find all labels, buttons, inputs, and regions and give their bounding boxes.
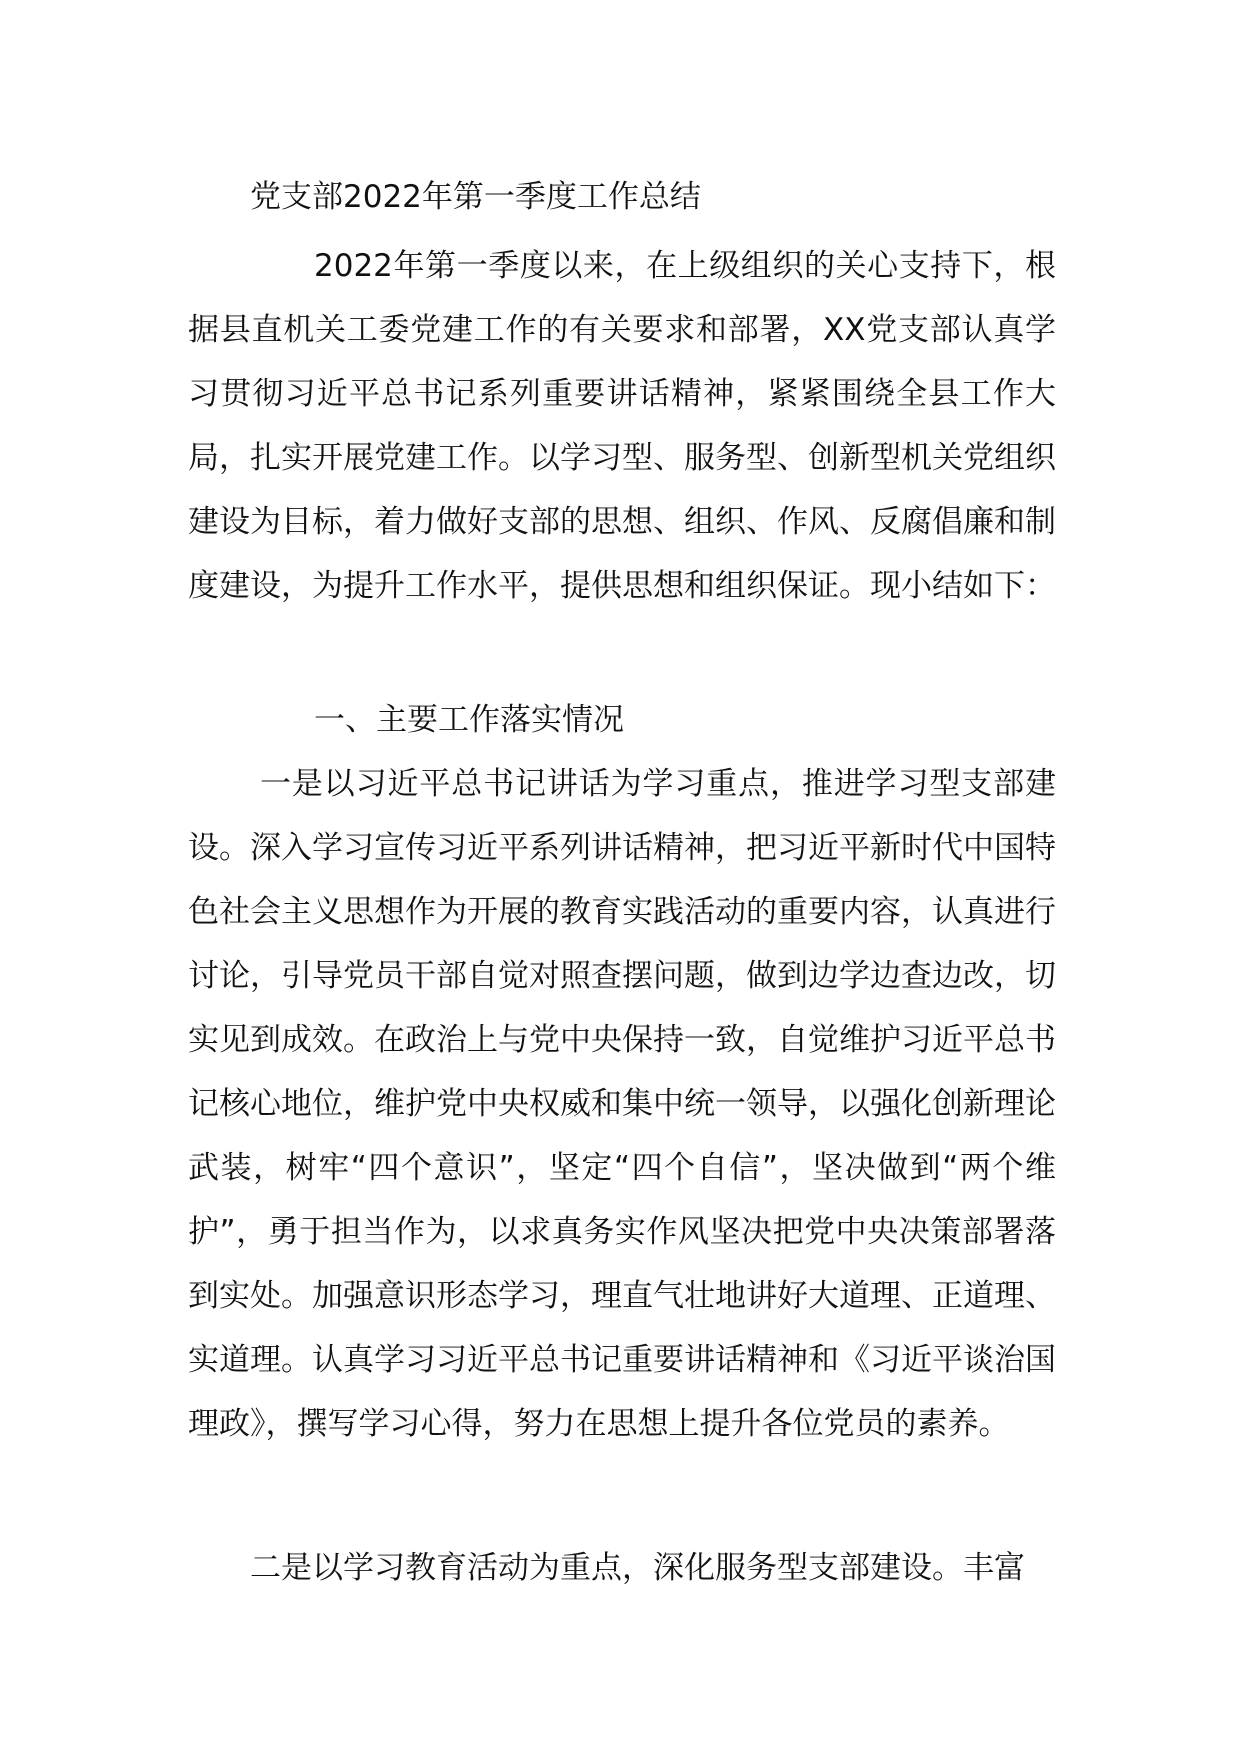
intro-paragraph: 2022年第一季度以来，在上级组织的关心支持下，根据县直机关工委党建工作的有关要求和部署，XX党支部认真学习贯彻习近平总书记系列重要讲话精神，紧紧围绕全县工作大局，扎实开展党建工作。以学习型、服务型、创新型机关党组织建设为目标，着力做好支部的思想、组织、作风、反腐倡廉和制度建设，为提升工作水平，提供思想和组织保证。现小结如下： xyxy=(188,248,1056,604)
body-paragraph-1: 一是以习近平总书记讲话为学习重点，推进学习型支部建设。深入学习宣传习近平系列讲话精神，把习近平新时代中国特色社会主义思想作为开展的教育实践活动的重要内容，认真进行讨论，引导党员干部自觉对照查摆问题，做到边学边查边改，切实见到成效。在政治上与党中央保持一致，自觉维护习近平总书记核心地位，维护党中央权威和集中统一领导，以强化创新理论武装，树牢“四个意识”，坚定“四个自信”，坚决做到“两个维护”，勇于担当作为，以求真务实作风坚决把党中央决策部署落到实处。加强意识形态学习，理直气壮地讲好大道理、正道理、实道理。认真学习习近平总书记重要讲话精神和《习近平谈治国理政》，撰写学习心得，努力在思想上提升各位党员的素养。 xyxy=(188,766,1056,1442)
section-heading: 一、主要工作落实情况 xyxy=(314,702,624,738)
body-paragraph-2: 二是以学习教育活动为重点，深化服务型支部建设。丰富 xyxy=(250,1550,1025,1586)
document-title: 党支部2022年第一季度工作总结 xyxy=(250,179,701,215)
